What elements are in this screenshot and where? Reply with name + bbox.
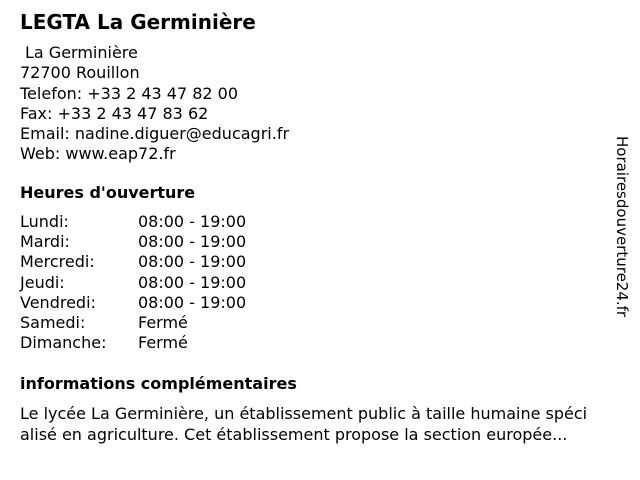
hours-time: Fermé [138,312,188,332]
info-description [20,403,632,445]
hours-time: 08:00 - 19:00 [138,292,247,312]
hours-row [20,333,246,353]
info-heading: informations complémentaires [20,374,297,393]
hours-time: 08:00 - 19:00 [138,252,247,272]
hours-day: Mercredi: [20,252,95,272]
hours-row [20,252,246,272]
hours-day: Mardi: [20,232,70,252]
hours-heading: Heures d'ouverture [20,183,196,202]
hours-row [20,273,246,293]
hours-time: 08:00 - 19:00 [138,212,247,231]
hours-day: Vendredi: [20,292,96,312]
hours-day: Lundi: [20,212,69,231]
phone-line: Telefon: +33 2 43 47 82 00 [20,83,239,103]
hours-day: Samedi: [20,312,86,332]
hours-time: 08:00 - 19:00 [138,232,247,252]
opening-hours-table [20,212,246,353]
email-line: Email: nadine.diguer@educagri.fr [20,124,290,144]
hours-time: 08:00 - 19:00 [138,272,247,292]
hours-row [20,313,246,333]
hours-day: Jeudi: [20,272,65,292]
hours-row [20,212,246,232]
hours-row [20,293,246,313]
address-city: 72700 Rouillon [20,63,140,83]
info-line: alisé en agriculture. Cet établissement propose la section europée... [20,425,568,444]
web-line: Web: www.eap72.fr [20,144,176,164]
hours-row [20,232,246,252]
info-line: Le lycée La Germinière, un établissement public à taille humaine spéci [20,404,588,423]
fax-line: Fax: +33 2 43 47 83 62 [20,103,209,123]
hours-time: Fermé [138,333,188,353]
hours-day: Dimanche: [20,333,107,353]
address-block [20,43,289,165]
page-title: LEGTA La Germinière [20,10,256,34]
site-watermark: Horairesdouverture24.fr [613,136,631,318]
address-name: La Germinière [25,43,138,62]
